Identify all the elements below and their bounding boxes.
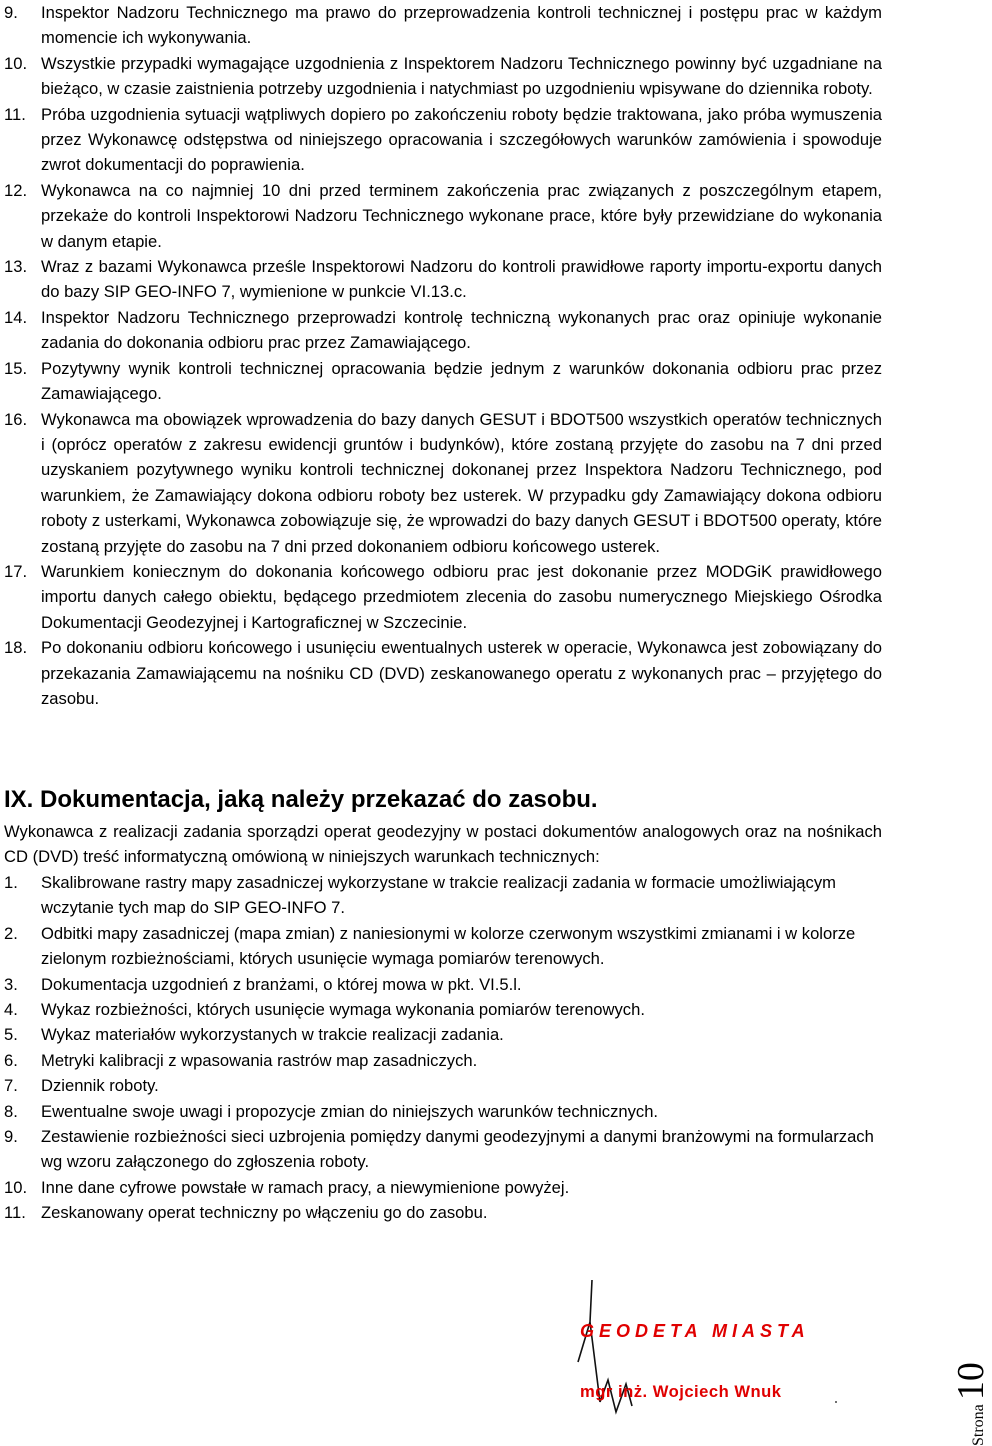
documentation-item — [4, 1200, 882, 1225]
requirement-item — [4, 0, 882, 51]
documentation-item — [4, 1124, 882, 1175]
list-item-number: 14. — [4, 307, 28, 327]
list-item-text: Odbitki mapy zasadniczej (mapa zmian) z naniesionymi w kolorze czerwonym wszystkimi zmianami i w kolorze zielonym rozbieżnościami, których usunięcie wymaga pomiarów terenowych. — [41, 923, 856, 969]
list-item-number: 8. — [4, 1101, 18, 1121]
list-item-number: 11. — [4, 1203, 26, 1223]
section-heading: IX. Dokumentacja, jaką należy przekazać do zasobu. — [4, 786, 598, 813]
documentation-item — [4, 997, 882, 1022]
page-number: 10 — [950, 1362, 992, 1401]
list-item-number: 11. — [4, 104, 26, 124]
documentation-item — [4, 1175, 882, 1200]
list-item-number: 4. — [4, 1000, 18, 1020]
documentation-item — [4, 972, 882, 997]
list-item-text: Zeskanowany operat techniczny po włączeniu go do zasobu. — [41, 1203, 488, 1223]
list-item-text: Ewentualne swoje uwagi i propozycje zmian do niniejszych warunków technicznych. — [41, 1101, 659, 1121]
documentation-item — [4, 921, 882, 972]
requirement-item — [4, 559, 882, 635]
signature-stamp — [560, 1262, 860, 1432]
list-item-number: 10. — [4, 1177, 28, 1197]
list-item-text: Wykonawca ma obowiązek wprowadzenia do bazy danych GESUT i BDOT500 wszystkich operatów technicznych i (oprócz operatów z zakresu ewidencji gruntów i budynków), które zostaną przyjęte do zasobu na 7 dni przed uzyskaniem pozytywnego wyniku kontroli technicznej dokonanej przez Inspektora Nadzoru Technicznego, pod warunkiem, że Zamawiający dokona odbioru roboty bez usterek. W przypadku gdy Zamawiający dokona odbioru roboty z usterkami, Wykonawca zobowiązuje się, że wprowadzi do bazy danych GESUT i BDOT500 operaty, które zostaną przyjęte do zasobu na 7 dni przed dokonaniem odbioru końcowego usterek. — [41, 409, 882, 556]
list-item-text: Wykonawca na co najmniej 10 dni przed terminem zakończenia prac związanych z poszczególnym etapem, przekaże do kontroli Inspektorowi Nadzoru Technicznego wykonane prace, które były przewidziane do wykonania w danym etapie. — [41, 180, 882, 251]
list-item-number: 7. — [4, 1076, 18, 1096]
list-item-number: 13. — [4, 257, 28, 277]
list-item-text: Warunkiem koniecznym do dokonania końcowego odbioru prac jest dokonanie przez MODGiK prawidłowego importu danych całego obiektu, będącego przedmiotem zlecenia do zasobu numerycznego Miejskiego Ośrodka Dokumentacji Geodezyjnej i Kartograficznej w Szczecinie. — [41, 561, 882, 632]
requirement-item — [4, 635, 882, 711]
requirement-item — [4, 51, 882, 102]
list-item-text: Metryki kalibracji z wpasowania rastrów map zasadniczych. — [41, 1050, 478, 1070]
documentation-item — [4, 1073, 882, 1098]
requirement-item — [4, 102, 882, 178]
list-item-text: Pozytywny wynik kontroli technicznej opracowania będzie jednym z warunków dokonania odbioru prac przez Zamawiającego. — [41, 358, 882, 404]
list-item-text: Dziennik roboty. — [41, 1076, 159, 1096]
list-item-text: Skalibrowane rastry mapy zasadniczej wykorzystane w trakcie realizacji zadania w formacie umożliwiającym wczytanie tych map do SIP GEO-INFO 7. — [41, 873, 836, 918]
list-item-text: Zestawienie rozbieżności sieci uzbrojenia pomiędzy danymi geodezyjnymi a danymi branżowymi na formularzach wg wzoru załączonego do zgłoszenia roboty. — [41, 1127, 874, 1172]
list-item-text: Inne dane cyfrowe powstałe w ramach pracy, a niewymienione powyżej. — [41, 1177, 570, 1197]
documentation-item — [4, 870, 882, 921]
documentation-list — [4, 870, 882, 1226]
list-item-number: 18. — [4, 638, 28, 658]
list-item-number: 15. — [4, 358, 28, 378]
list-item-text: Dokumentacja uzgodnień z branżami, o której mowa w pkt. VI.5.l. — [41, 974, 522, 994]
list-item-text: Wraz z bazami Wykonawca prześle Inspektorowi Nadzoru do kontroli prawidłowe raporty importu-exportu danych do bazy SIP GEO-INFO 7, wymienione w punkcie VI.13.c. — [41, 257, 882, 302]
documentation-item — [4, 1048, 882, 1073]
list-item-number: 16. — [4, 409, 28, 429]
list-item-number: 17. — [4, 561, 28, 581]
requirement-item — [4, 178, 882, 254]
section-intro: Wykonawca z realizacji zadania sporządzi operat geodezyjny w postaci dokumentów analogowych oraz na nośnikach CD (DVD) treść informatyczną omówioną w niniejszych warunkach technicznych: — [4, 822, 882, 867]
stamp-signatory: mgr inż. Wojciech Wnuk — [580, 1382, 782, 1401]
page-footer — [900, 1344, 992, 1446]
list-item-text: Inspektor Nadzoru Technicznego ma prawo do przeprowadzenia kontroli technicznej i postępu prac w każdym momencie ich wykonywania. — [41, 3, 882, 48]
list-item-text: Inspektor Nadzoru Technicznego przeprowadzi kontrolę techniczną wykonanych prac oraz opiniuje wykonanie zadania do dokonania odbioru prac przez Zamawiającego. — [41, 307, 882, 353]
requirement-item — [4, 254, 882, 305]
documentation-item — [4, 1099, 882, 1124]
stamp-title: GEODETA MIASTA — [580, 1321, 810, 1341]
list-item-text: Wykaz materiałów wykorzystanych w trakcie realizacji zadania. — [41, 1025, 504, 1045]
list-item-number: 2. — [4, 923, 18, 943]
requirements-list — [4, 0, 882, 711]
requirement-item — [4, 356, 882, 407]
list-item-text: Po dokonaniu odbioru końcowego i usunięciu ewentualnych usterek w operacie, Wykonawca jest zobowiązany do przekazania Zamawiającemu na nośniku CD (DVD) zeskanowanego operatu z wykonanych prac – przyjętego do zasobu. — [41, 638, 882, 708]
handwritten-signature — [560, 1262, 860, 1432]
list-item-number: 3. — [4, 974, 18, 994]
requirement-item — [4, 407, 882, 559]
list-item-number: 6. — [4, 1050, 18, 1070]
list-item-number: 9. — [4, 3, 18, 22]
requirement-item — [4, 305, 882, 356]
list-item-text: Wykaz rozbieżności, których usunięcie wymaga wykonania pomiarów terenowych. — [41, 1000, 645, 1020]
list-item-text: Próba uzgodnienia sytuacji wątpliwych dopiero po zakończeniu roboty będzie traktowana, jako próba wymuszenia przez Wykonawcę odstępstwa od niniejszego opracowania i szczegółowych warunków zamówienia i spowoduje zwrot dokumentacji do poprawienia. — [41, 104, 882, 175]
list-item-text: Wszystkie przypadki wymagające uzgodnienia z Inspektorem Nadzoru Technicznego powinny być uzgadniane na bieżąco, w czasie zaistnienia potrzeby uzgodnienia i natychmiast po uzgodnieniu wpisywane do dziennika roboty. — [41, 53, 882, 99]
page-label: Strona — [970, 1404, 987, 1446]
documentation-item — [4, 1022, 882, 1047]
list-item-number: 10. — [4, 53, 28, 73]
list-item-number: 12. — [4, 180, 28, 200]
list-item-number: 5. — [4, 1025, 18, 1045]
list-item-number: 9. — [4, 1127, 18, 1147]
list-item-number: 1. — [4, 873, 18, 892]
